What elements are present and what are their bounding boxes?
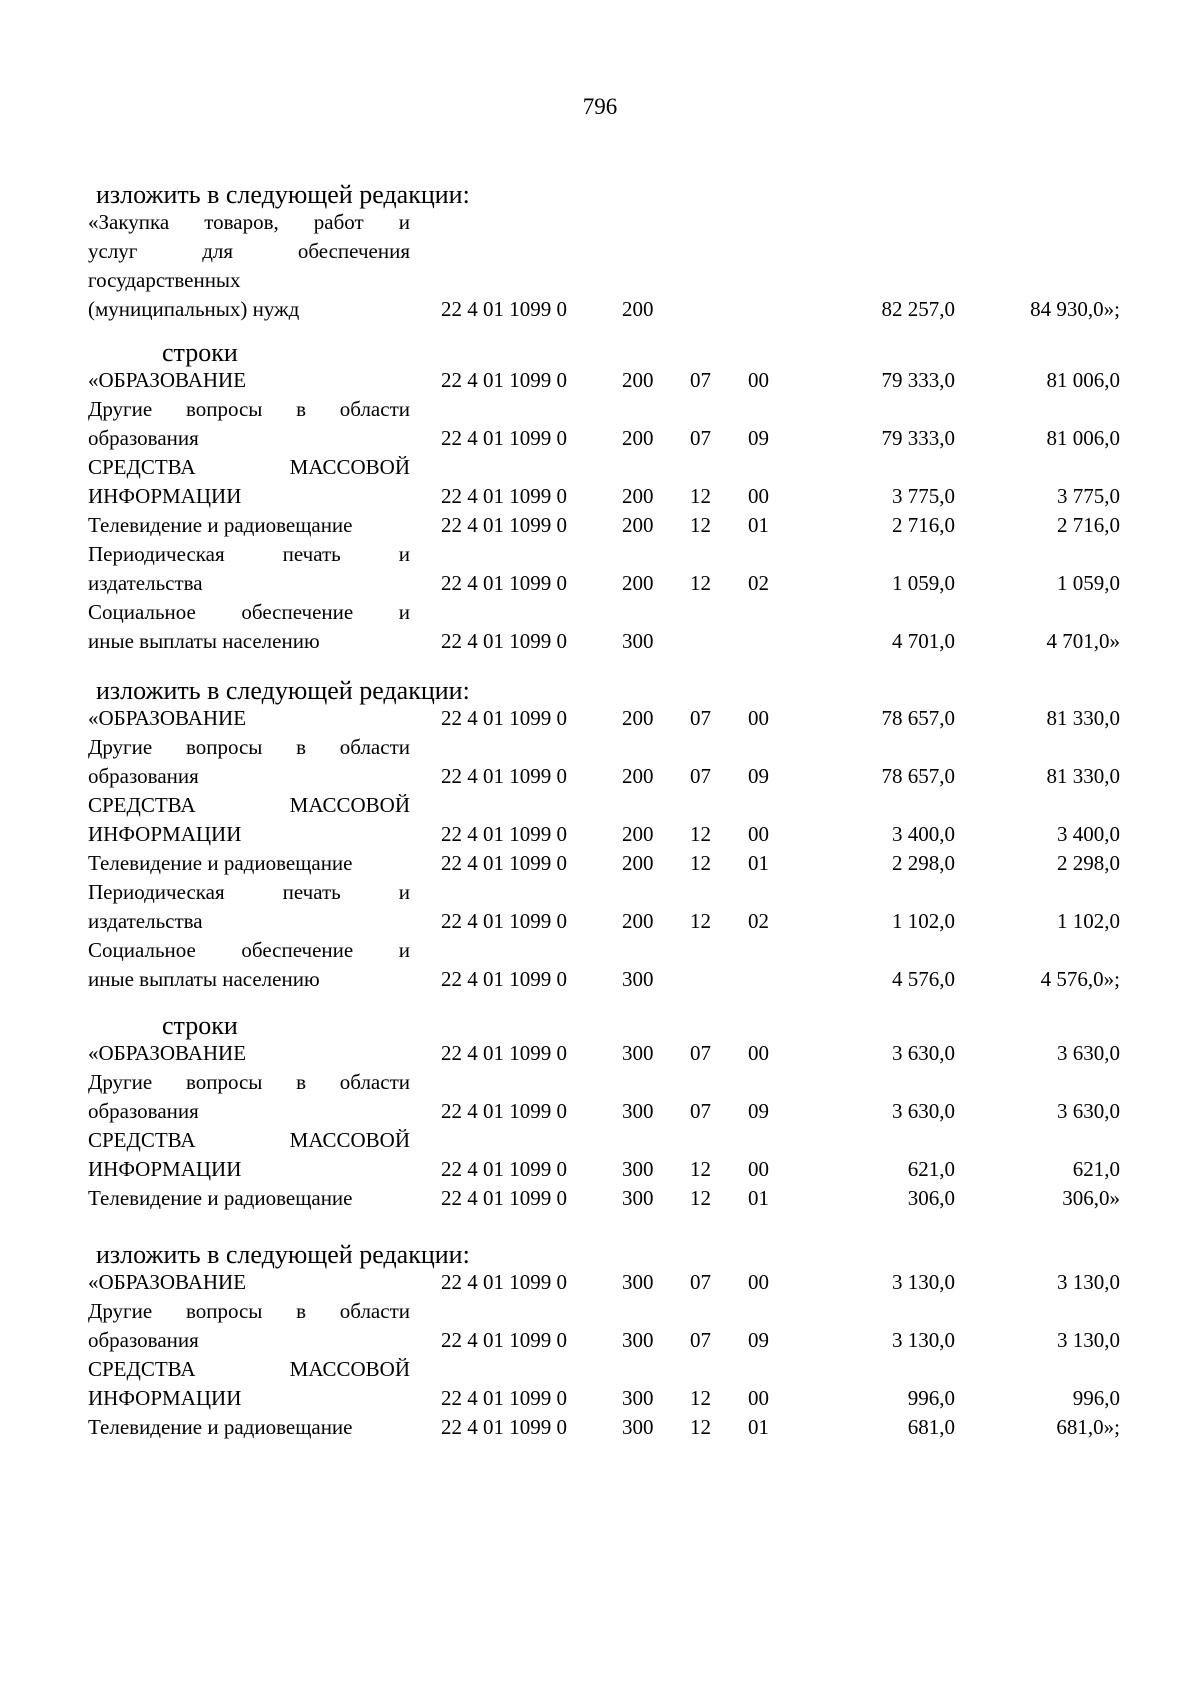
amount-year-1: 82 257,0 [881,297,955,321]
expense-type: 300 [622,629,654,653]
row-name-line: ИНФОРМАЦИИ [88,484,242,508]
row-name-line: иные выплаты населению [88,629,320,653]
amount-year-1: 996,0 [907,1386,955,1410]
section-code: 07 [690,1328,711,1352]
row-name-line: государственных [88,268,241,292]
section-code: 12 [690,1157,711,1181]
target-code: 22 4 01 1099 0 [441,1415,567,1439]
section-code: 12 [690,822,711,846]
section-code: 12 [690,851,711,875]
table-row [0,1184,1200,1213]
row-name-line: «ОБРАЗОВАНИЕ [88,1041,247,1065]
row-name-line: ИНФОРМАЦИИ [88,822,242,846]
table-row [0,366,1200,395]
amount-year-2: 1 102,0 [1057,909,1120,933]
table-row [0,791,1200,849]
row-name [88,511,410,540]
amount-year-1: 3 130,0 [892,1328,955,1352]
expense-type: 200 [622,909,654,933]
amount-year-1: 1 059,0 [892,571,955,595]
subsection-code: 00 [748,1386,769,1410]
row-name-line: ИНФОРМАЦИИ [88,1386,242,1410]
amount-year-2: 306,0» [1062,1186,1120,1210]
target-code: 22 4 01 1099 0 [441,368,567,392]
amount-year-2: 81 006,0 [1046,426,1120,450]
expense-type: 300 [622,1041,654,1065]
amount-year-2: 996,0 [1072,1386,1120,1410]
row-name [88,849,410,878]
table-row [0,395,1200,453]
row-name-line: услуг для обеспечения [88,239,410,263]
section-heading: строки [162,1011,238,1040]
row-name-line: «ОБРАЗОВАНИЕ [88,1270,247,1294]
section-code: 12 [690,513,711,537]
row-name [88,366,410,395]
row-name-line: Другие вопросы в области [88,1299,410,1323]
target-code: 22 4 01 1099 0 [441,297,567,321]
row-name-line: Телевидение и радиовещание [88,851,353,875]
row-name [88,540,410,598]
expense-type: 200 [622,426,654,450]
target-code: 22 4 01 1099 0 [441,1099,567,1123]
expense-type: 200 [622,764,654,788]
table-row [0,511,1200,540]
row-name-line: Социальное обеспечение и [88,600,410,624]
amount-year-1: 79 333,0 [881,426,955,450]
amount-year-2: 3 630,0 [1057,1041,1120,1065]
row-name-line: Телевидение и радиовещание [88,1415,353,1439]
table-row [0,1039,1200,1068]
section-code: 12 [690,571,711,595]
row-name [88,1268,410,1297]
section-code: 12 [690,1415,711,1439]
amount-year-2: 81 330,0 [1046,706,1120,730]
table-row [0,1355,1200,1413]
row-name [88,1068,410,1126]
table-row [0,878,1200,936]
amount-year-2: 3 130,0 [1057,1270,1120,1294]
section-code: 12 [690,1386,711,1410]
section-rows [0,366,1200,656]
subsection-code: 01 [748,851,769,875]
row-name-line: издательства [88,571,203,595]
amount-year-1: 3 775,0 [892,484,955,508]
target-code: 22 4 01 1099 0 [441,1270,567,1294]
row-name-line: образования [88,1099,199,1123]
amount-year-2: 4 576,0»; [1040,967,1120,991]
amount-year-2: 3 775,0 [1057,484,1120,508]
expense-type: 200 [622,822,654,846]
amount-year-1: 4 701,0 [892,629,955,653]
table-row [0,1297,1200,1355]
expense-type: 200 [622,368,654,392]
row-name-line: Телевидение и радиовещание [88,513,353,537]
expense-type: 300 [622,1328,654,1352]
row-name [88,1413,410,1442]
table-row [0,540,1200,598]
table-row [0,704,1200,733]
amount-year-2: 1 059,0 [1057,571,1120,595]
amount-year-2: 84 930,0»; [1030,297,1120,321]
table-row [0,453,1200,511]
row-name [88,1126,410,1184]
subsection-code: 09 [748,1099,769,1123]
subsection-code: 01 [748,1186,769,1210]
amount-year-1: 681,0 [907,1415,955,1439]
target-code: 22 4 01 1099 0 [441,484,567,508]
target-code: 22 4 01 1099 0 [441,571,567,595]
section-heading: изложить в следующей редакции: [96,1240,470,1269]
section-code: 07 [690,426,711,450]
expense-type: 200 [622,484,654,508]
section-heading: изложить в следующей редакции: [96,676,470,705]
section-rows [0,704,1200,994]
amount-year-2: 3 400,0 [1057,822,1120,846]
row-name [88,704,410,733]
section-code: 12 [690,1186,711,1210]
target-code: 22 4 01 1099 0 [441,1186,567,1210]
row-name [88,878,410,936]
row-name-line: ИНФОРМАЦИИ [88,1157,242,1181]
amount-year-1: 79 333,0 [881,368,955,392]
subsection-code: 00 [748,368,769,392]
expense-type: 300 [622,1415,654,1439]
section-heading: строки [162,338,238,367]
amount-year-1: 3 630,0 [892,1099,955,1123]
row-name-line: Социальное обеспечение и [88,938,410,962]
amount-year-2: 3 130,0 [1057,1328,1120,1352]
row-name [88,1355,410,1413]
expense-type: 300 [622,1099,654,1123]
subsection-code: 01 [748,513,769,537]
section-rows [0,1268,1200,1442]
row-name-line: (муниципальных) нужд [88,297,300,321]
subsection-code: 00 [748,822,769,846]
target-code: 22 4 01 1099 0 [441,1328,567,1352]
expense-type: 200 [622,851,654,875]
subsection-code: 00 [748,1041,769,1065]
row-name [88,395,410,453]
expense-type: 300 [622,1386,654,1410]
subsection-code: 09 [748,426,769,450]
row-name [88,1184,410,1213]
row-name-line: издательства [88,909,203,933]
amount-year-1: 2 716,0 [892,513,955,537]
subsection-code: 00 [748,1157,769,1181]
table-row [0,1268,1200,1297]
subsection-code: 09 [748,1328,769,1352]
row-name-line: СРЕДСТВА МАССОВОЙ [88,455,410,479]
subsection-code: 00 [748,1270,769,1294]
row-name-line: Другие вопросы в области [88,397,410,421]
section-code: 07 [690,706,711,730]
section-rows [0,1039,1200,1213]
amount-year-1: 3 400,0 [892,822,955,846]
amount-year-1: 1 102,0 [892,909,955,933]
amount-year-1: 2 298,0 [892,851,955,875]
row-name-line: образования [88,764,199,788]
amount-year-1: 3 630,0 [892,1041,955,1065]
section-rows [0,208,1200,324]
target-code: 22 4 01 1099 0 [441,967,567,991]
section-code: 12 [690,909,711,933]
target-code: 22 4 01 1099 0 [441,629,567,653]
expense-type: 300 [622,1270,654,1294]
target-code: 22 4 01 1099 0 [441,1157,567,1181]
amount-year-1: 4 576,0 [892,967,955,991]
target-code: 22 4 01 1099 0 [441,822,567,846]
amount-year-2: 3 630,0 [1057,1099,1120,1123]
target-code: 22 4 01 1099 0 [441,851,567,875]
expense-type: 300 [622,1157,654,1181]
section-heading: изложить в следующей редакции: [96,180,470,209]
amount-year-2: 621,0 [1072,1157,1120,1181]
target-code: 22 4 01 1099 0 [441,1041,567,1065]
expense-type: 300 [622,967,654,991]
amount-year-1: 78 657,0 [881,764,955,788]
row-name-line: иные выплаты населению [88,967,320,991]
table-row [0,936,1200,994]
row-name [88,791,410,849]
subsection-code: 09 [748,764,769,788]
target-code: 22 4 01 1099 0 [441,513,567,537]
target-code: 22 4 01 1099 0 [441,1386,567,1410]
expense-type: 300 [622,1186,654,1210]
section-code: 07 [690,1099,711,1123]
row-name-line: «Закупка товаров, работ и [88,210,410,234]
row-name [88,598,410,656]
table-row [0,733,1200,791]
target-code: 22 4 01 1099 0 [441,764,567,788]
amount-year-1: 78 657,0 [881,706,955,730]
row-name-line: Телевидение и радиовещание [88,1186,353,1210]
table-row [0,849,1200,878]
expense-type: 200 [622,571,654,595]
amount-year-1: 3 130,0 [892,1270,955,1294]
subsection-code: 02 [748,571,769,595]
amount-year-2: 81 006,0 [1046,368,1120,392]
amount-year-1: 306,0 [907,1186,955,1210]
table-row [0,1068,1200,1126]
row-name [88,208,410,324]
target-code: 22 4 01 1099 0 [441,909,567,933]
amount-year-2: 4 701,0» [1046,629,1120,653]
section-code: 12 [690,484,711,508]
row-name-line: СРЕДСТВА МАССОВОЙ [88,1128,410,1152]
table-row [0,208,1200,324]
section-code: 07 [690,368,711,392]
subsection-code: 00 [748,484,769,508]
amount-year-2: 2 298,0 [1057,851,1120,875]
amount-year-2: 2 716,0 [1057,513,1120,537]
subsection-code: 00 [748,706,769,730]
page-number: 796 [582,94,618,119]
amount-year-2: 81 330,0 [1046,764,1120,788]
row-name-line: СРЕДСТВА МАССОВОЙ [88,793,410,817]
amount-year-1: 621,0 [907,1157,955,1181]
subsection-code: 02 [748,909,769,933]
table-row [0,598,1200,656]
row-name-line: Другие вопросы в области [88,735,410,759]
section-code: 07 [690,764,711,788]
section-code: 07 [690,1270,711,1294]
amount-year-2: 681,0»; [1056,1415,1120,1439]
row-name [88,453,410,511]
row-name [88,1297,410,1355]
section-code: 07 [690,1041,711,1065]
row-name-line: «ОБРАЗОВАНИЕ [88,368,247,392]
target-code: 22 4 01 1099 0 [441,706,567,730]
subsection-code: 01 [748,1415,769,1439]
row-name-line: образования [88,1328,199,1352]
row-name [88,936,410,994]
target-code: 22 4 01 1099 0 [441,426,567,450]
row-name-line: «ОБРАЗОВАНИЕ [88,706,247,730]
row-name [88,733,410,791]
table-row [0,1126,1200,1184]
expense-type: 200 [622,706,654,730]
table-row [0,1413,1200,1442]
expense-type: 200 [622,513,654,537]
row-name-line: Периодическая печать и [88,880,410,904]
row-name-line: Другие вопросы в области [88,1070,410,1094]
row-name-line: СРЕДСТВА МАССОВОЙ [88,1357,410,1381]
row-name-line: Периодическая печать и [88,542,410,566]
expense-type: 200 [622,297,654,321]
row-name [88,1039,410,1068]
row-name-line: образования [88,426,199,450]
